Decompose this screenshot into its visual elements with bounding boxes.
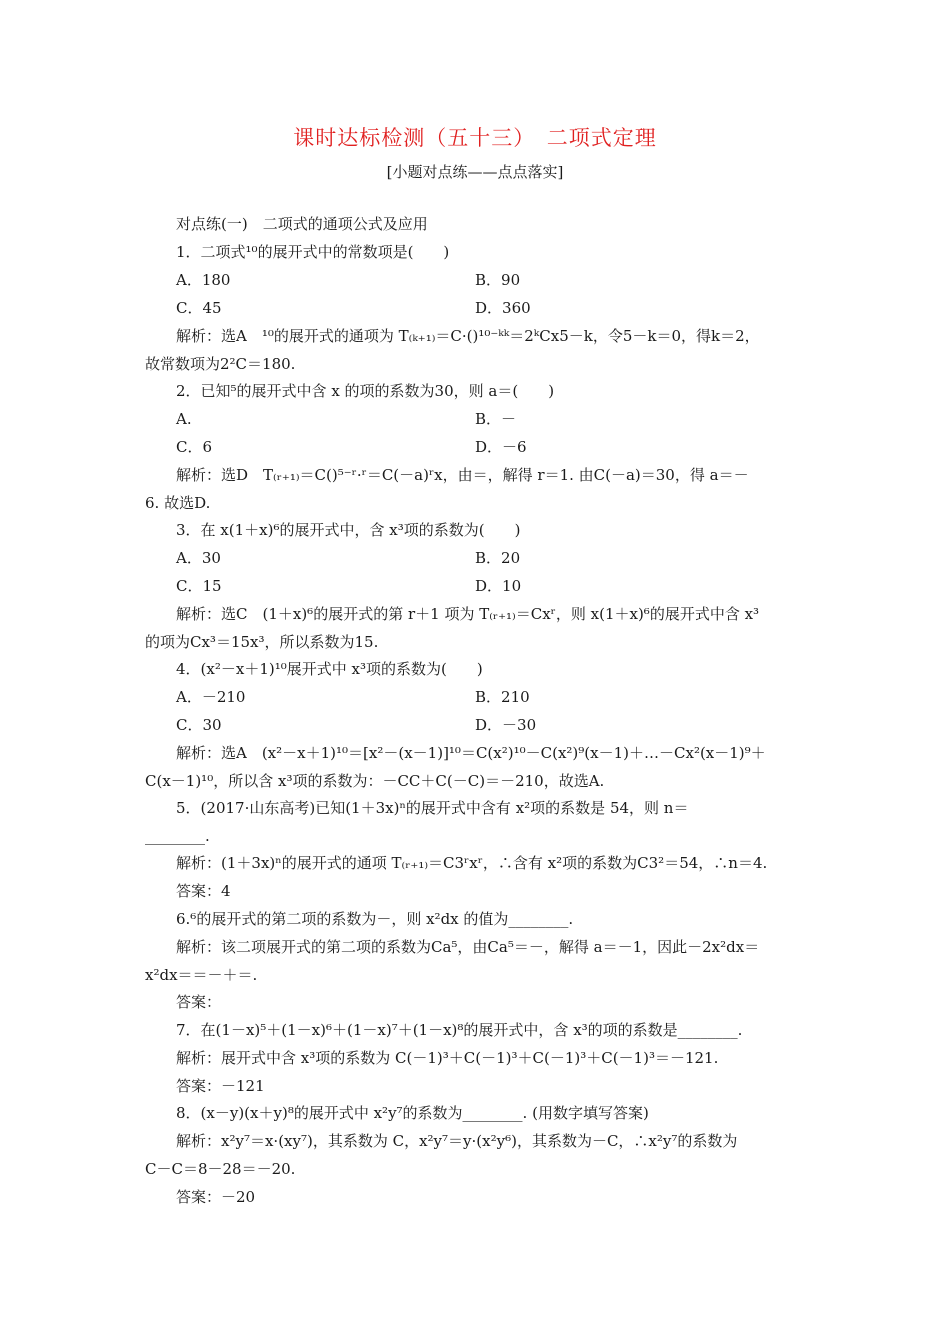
question-5-stem-cont: ________.: [145, 827, 210, 845]
page-subtitle: [小题对点练——点点落实]: [386, 163, 564, 181]
question-5-solution: 解析：(1＋3x)ⁿ的展开式的通项 T₍ᵣ₊₁₎＝C3ʳxʳ，∴含有 x²项的系数为C3²＝54，∴n＝4.: [176, 854, 768, 872]
question-1-stem: 1．二项式¹⁰的展开式中的常数项是( ): [176, 243, 450, 261]
question-1-option-c: C．45: [176, 299, 222, 317]
question-6-solution-cont: x²dx＝＝－＋＝.: [145, 966, 258, 984]
question-3-option-c: C．15: [176, 577, 222, 595]
question-7-answer: 答案：－121: [176, 1077, 265, 1095]
question-4-solution-cont: C(x－1)¹⁰，所以含 x³项的系数为：－CC＋C(－C)＝－210，故选A.: [145, 772, 605, 790]
question-2-option-c: C．6: [176, 438, 213, 456]
question-2-stem: 2．已知⁵的展开式中含 x 的项的系数为30，则 a＝( ): [176, 382, 555, 400]
question-3-solution-cont: 的项为Cx³＝15x³，所以系数为15.: [145, 633, 379, 651]
question-4-option-c: C．30: [176, 716, 222, 734]
question-6-stem: 6.⁶的展开式的第二项的系数为－，则 x²dx 的值为________.: [176, 910, 574, 928]
question-1-option-d: D．360: [475, 299, 531, 317]
question-4-option-d: D．－30: [475, 716, 537, 734]
question-3-option-b: B．20: [475, 549, 521, 567]
question-4-solution: 解析：选A (x²－x＋1)¹⁰＝[x²－(x－1)]¹⁰＝C(x²)¹⁰－C(x²)⁹(x－1)＋…－Cx²(x－1)⁹＋: [176, 744, 766, 762]
question-3-option-a: A．30: [176, 549, 221, 567]
section-heading: 对点练(一) 二项式的通项公式及应用: [176, 215, 428, 233]
question-5-answer: 答案：4: [176, 882, 231, 900]
question-2-option-d: D．－6: [475, 438, 527, 456]
question-1-solution: 解析：选A ¹⁰的展开式的通项为 T₍ₖ₊₁₎＝C·()¹⁰⁻ᵏᵏ＝2ᵏCx5－k，令5－k＝0，得k＝2，: [176, 327, 760, 345]
question-2-solution: 解析：选D T₍ᵣ₊₁₎＝C()⁵⁻ʳ·ʳ＝C(－a)ʳx，由＝，解得 r＝1. 由C(－a)＝30，得 a＝－: [176, 466, 749, 484]
question-8-solution: 解析：x²y⁷＝x·(xy⁷)，其系数为 C，x²y⁷＝y·(x²y⁶)，其系数为－C，∴x²y⁷的系数为: [176, 1132, 738, 1150]
question-3-solution: 解析：选C (1＋x)⁶的展开式的第 r＋1 项为 T₍ᵣ₊₁₎＝Cxʳ，则 x(1＋x)⁶的展开式中含 x³: [176, 605, 760, 623]
question-5-stem: 5．(2017·山东高考)已知(1＋3x)ⁿ的展开式中含有 x²项的系数是 54，则 n＝: [176, 799, 689, 817]
question-1-solution-cont: 故常数项为2²C＝180.: [145, 355, 296, 373]
question-8-solution-cont: C－C＝8－28＝－20.: [145, 1160, 296, 1178]
question-6-solution: 解析：该二项展开式的第二项的系数为Ca⁵，由Ca⁵＝－，解得 a＝－1，因此－2x²dx＝: [176, 938, 760, 956]
question-6-answer: 答案：: [176, 993, 222, 1011]
question-2-option-a: A.: [176, 410, 192, 428]
question-4-option-b: B．210: [475, 688, 530, 706]
question-1-option-a: A．180: [176, 271, 231, 289]
question-8-stem: 8．(x－y)(x＋y)⁸的展开式中 x²y⁷的系数为________. (用数字填写答案): [176, 1104, 649, 1122]
question-2-option-b: B．－: [475, 410, 517, 428]
question-8-answer: 答案：－20: [176, 1188, 256, 1206]
question-3-stem: 3．在 x(1＋x)⁶的展开式中，含 x³项的系数为( ): [176, 521, 521, 539]
question-7-stem: 7．在(1－x)⁵＋(1－x)⁶＋(1－x)⁷＋(1－x)⁸的展开式中，含 x³的项的系数是________.: [176, 1021, 743, 1039]
question-4-stem: 4．(x²－x＋1)¹⁰展开式中 x³项的系数为( ): [176, 660, 483, 678]
question-4-option-a: A．－210: [176, 688, 246, 706]
question-7-solution: 解析：展开式中含 x³项的系数为 C(－1)³＋C(－1)³＋C(－1)³＋C(－1)³＝－121.: [176, 1049, 719, 1067]
question-2-solution-cont: 6. 故选D.: [145, 494, 211, 512]
question-1-option-b: B．90: [475, 271, 521, 289]
page-title: 课时达标检测（五十三） 二项式定理: [293, 126, 657, 150]
question-3-option-d: D．10: [475, 577, 522, 595]
